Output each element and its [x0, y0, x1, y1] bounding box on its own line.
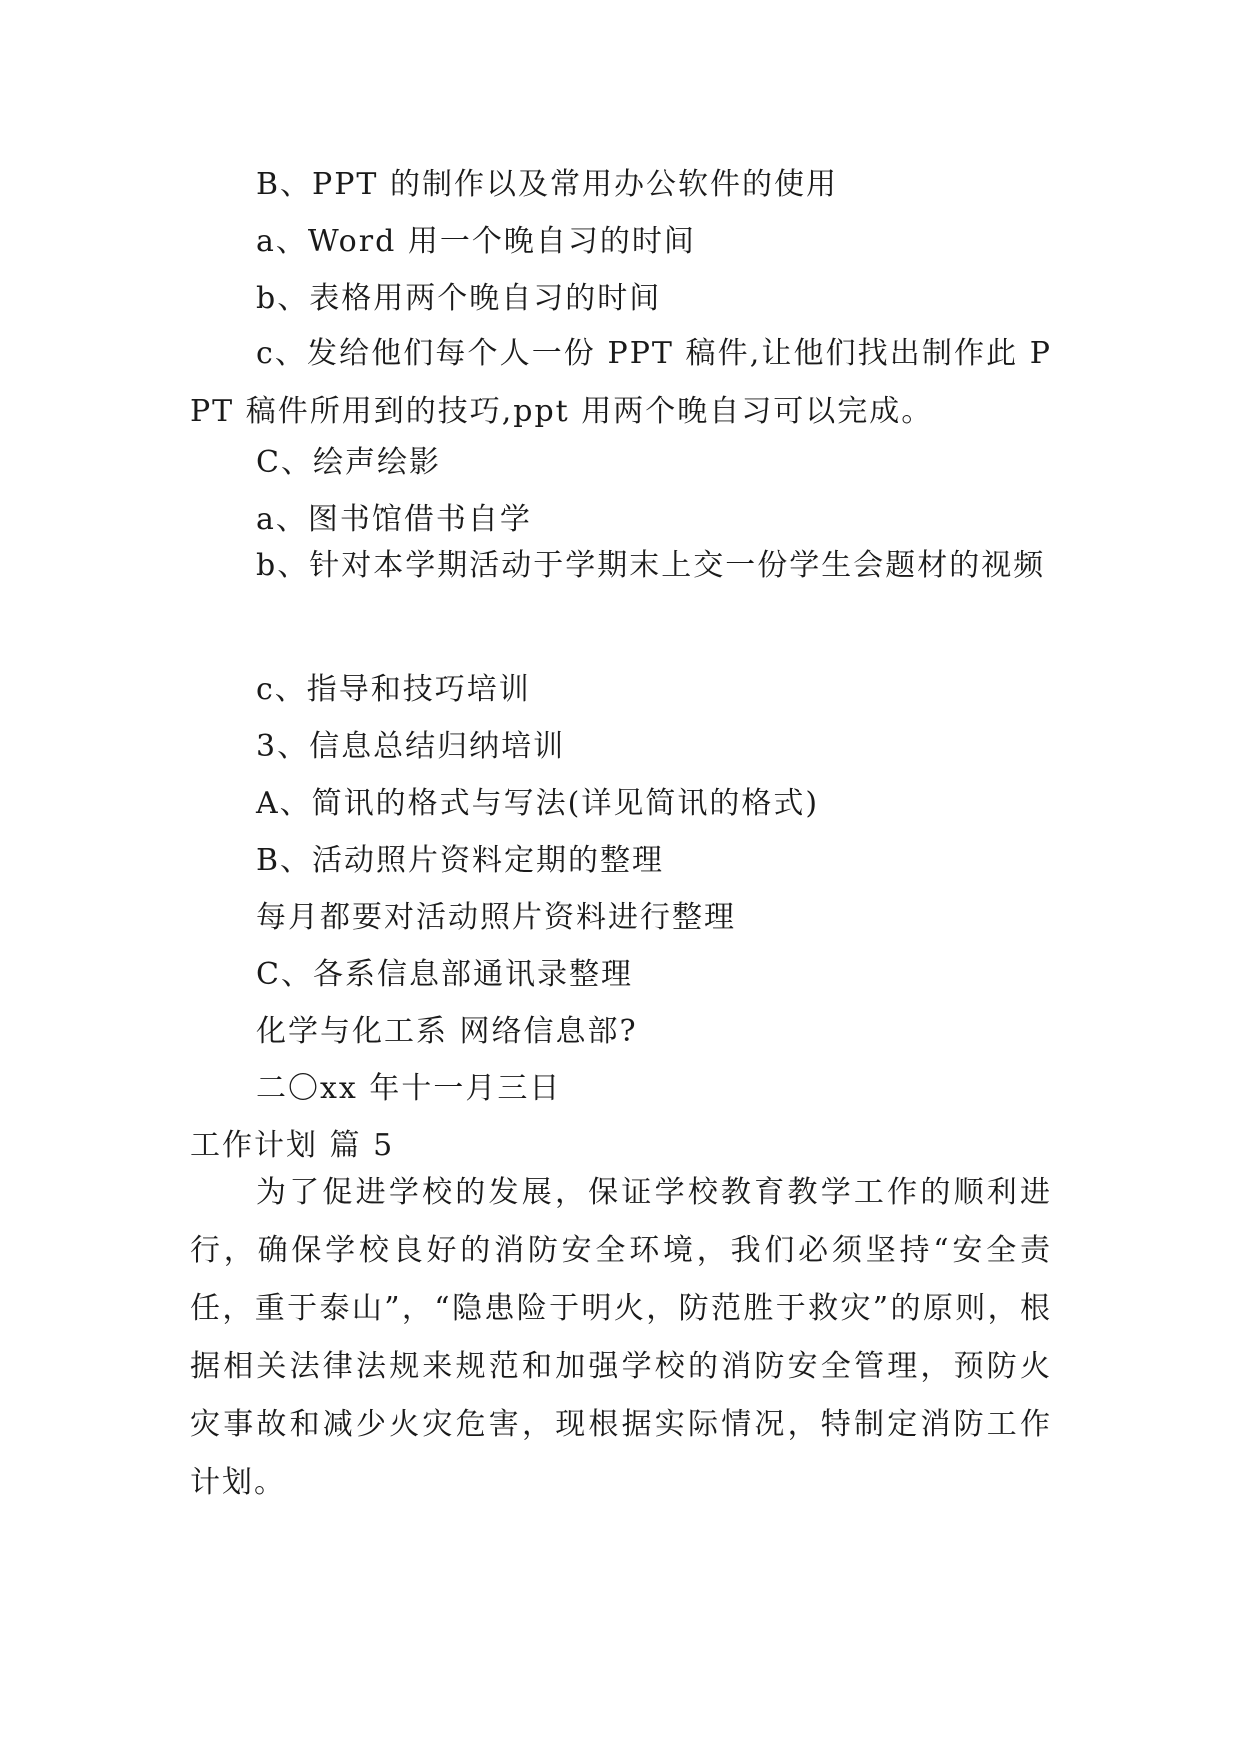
- paragraph-video-task: b、针对本学期活动于学期末上交一份学生会题材的视频: [256, 548, 1046, 583]
- section-heading: 工作计划 篇 5: [190, 1128, 395, 1163]
- line-huishenghuiying: C、绘声绘影: [256, 445, 441, 480]
- line-ppt-office: B、PPT 的制作以及常用办公软件的使用: [256, 167, 838, 202]
- paragraph-ppt-task: c、发给他们每个人一份 PPT 稿件,让他们找出制作此 PPT 稿件所用到的技巧,ppt 用两个晚自习可以完成。: [190, 336, 1052, 429]
- line-info-training: 3、信息总结归纳培训: [256, 729, 566, 764]
- line-contacts: C、各系信息部通讯录整理: [256, 957, 633, 992]
- line-newsletter-format: A、简讯的格式与写法(详见简讯的格式): [256, 786, 820, 821]
- paragraph-fire-safety: 为了促进学校的发展，保证学校教育教学工作的顺利进行，确保学校良好的消防安全环境，我们必须坚持“安全责任，重于泰山”，“隐患险于明火，防范胜于救灾”的原则，根据相关法律法规来规范和加强学校的消防安全管理，预防火灾事故和减少火灾危害，现根据实际情况，特制定消防工作计划。: [190, 1175, 1052, 1500]
- line-guidance: c、指导和技巧培训: [256, 672, 531, 707]
- line-library: a、图书馆借书自学: [256, 502, 532, 537]
- line-table: b、表格用两个晚自习的时间: [256, 281, 662, 316]
- line-monthly-archive: 每月都要对活动照片资料进行整理: [256, 900, 736, 935]
- line-department: 化学与化工系 网络信息部?: [256, 1014, 638, 1049]
- line-word: a、Word 用一个晚自习的时间: [256, 224, 696, 259]
- line-date: 二〇xx 年十一月三日: [256, 1071, 562, 1106]
- line-photo-archive: B、活动照片资料定期的整理: [256, 843, 665, 878]
